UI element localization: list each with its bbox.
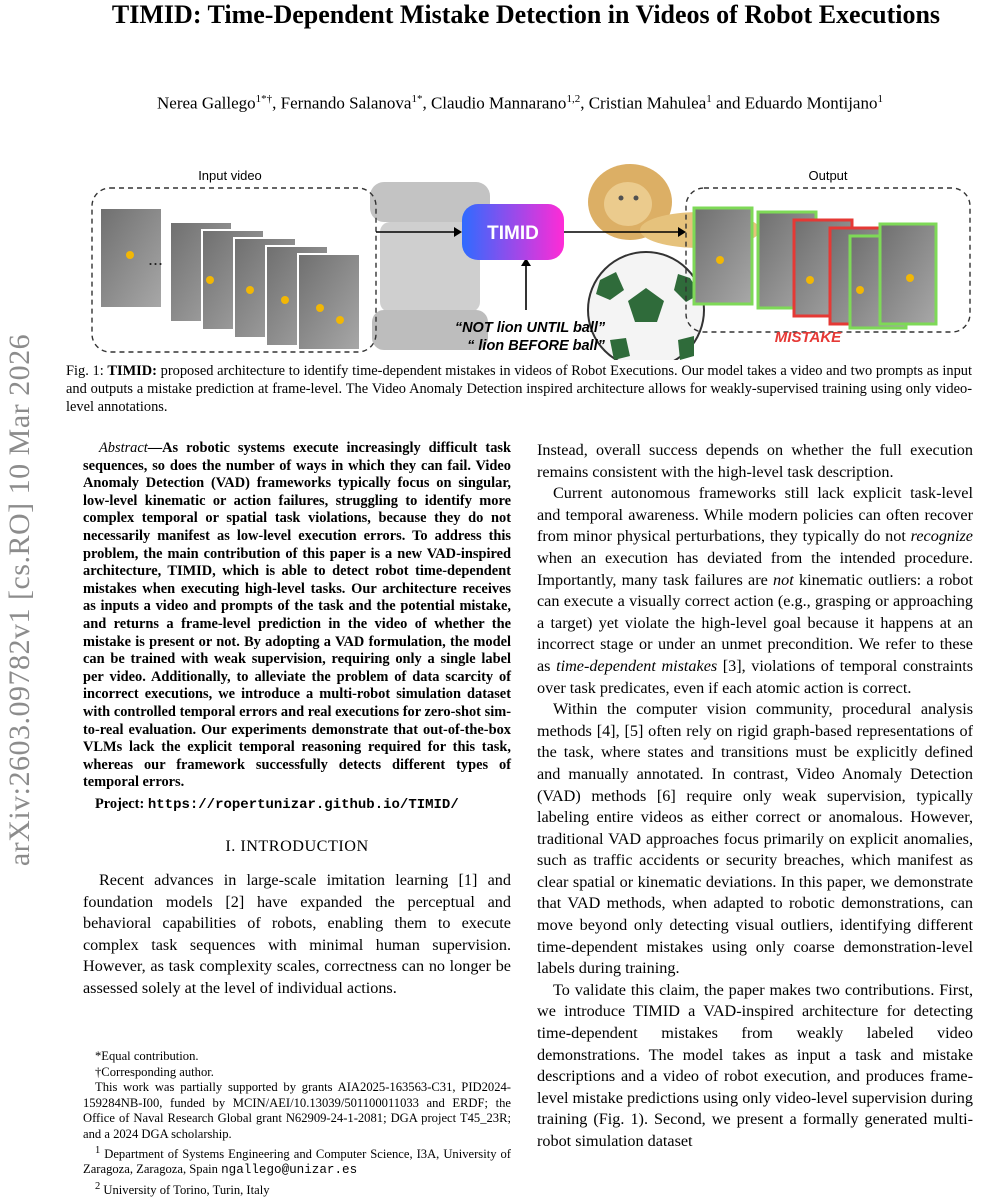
prompt-mistake: “ lion BEFORE ball” (467, 338, 605, 354)
author-list (60, 93, 980, 114)
footnote-corresponding: †Corresponding author. (95, 1064, 214, 1079)
output-frames (694, 208, 936, 328)
project-link-line (83, 794, 511, 817)
author-name: Nerea Gallego (157, 93, 256, 113)
footnote-equal: *Equal contribution. (95, 1049, 199, 1063)
figure-caption (66, 362, 972, 416)
arxiv-identifier: arXiv:2603.09782v1 [cs.RO] 10 Mar 2026 (3, 333, 36, 867)
left-column (83, 440, 511, 1000)
author-name: Claudio Mannarano (430, 93, 567, 113)
frames-ellipsis: ... (148, 249, 164, 269)
author-affiliation-mark: 1 (706, 93, 712, 105)
author-email: ngallego@unizar.es (221, 1163, 358, 1178)
intro-paragraph-3: Within the computer vision community, procedural analysis methods [4], [5] often rely on rigid graph-based representations of the task, where states and transitions must be explicitly defined and manually annotated. In contrast, Video Anomaly Detection (VAD) methods [6] require only weak supervision, typically labeling entire videos as either correct or anomalous. However, traditional VAD approaches focus primarily on explicit anomalies, such as traffic accidents or security breaches, which manifest as clear spatial or kinematic deviations. In this paper, we demonstrate that VAD methods, when adapted to robotic demonstrations, can move beyond only detecting visual outliers, identifying different time-dependent mistakes using only coarse demonstration-level labels during training. (537, 700, 973, 978)
arxiv-sidebar (0, 250, 40, 950)
author-affiliation-mark: 1 (877, 93, 883, 105)
footnote-affiliation-2: $^2$ University of Torino, Turin, Italy (95, 1180, 270, 1198)
timid-model-label: TIMID (487, 223, 539, 244)
input-frames (100, 208, 360, 350)
intro-paragraph-1: Recent advances in large-scale imitation learning [1] and foundation models [2] have expanded the perceptual and behavioral capabilities of robots, enabling them to execute complex task sequences with minimal human supervision. However, as task complexity scales, correctness can no longer be assessed solely at the level of individual actions. (83, 871, 511, 998)
intro-paragraph-1-continued: Instead, overall success depends on whether the full execution remains consistent with the high-level task description. (537, 441, 973, 481)
caption-bold: TIMID: (107, 363, 157, 379)
abstract-dash: — (147, 440, 163, 456)
intro-paragraph-4: To validate this claim, the paper makes two contributions. First, we introduce TIMID a VAD-inspired architecture for detecting time-dependent mistakes from weakly labeled video demonstrations. The model takes as input a task and mistake descriptions and a video of robot execution, and produces frame-level mistake predictions using only video-level supervision during training (Fig. 1). Second, we present a formally generated multi-robot simulation dataset (537, 980, 973, 1150)
author-separator: , (580, 93, 589, 113)
caption-text: proposed architecture to identify time-dependent mistakes in videos of Robot Executions. Our model takes a video and two prompts as input and outputs a mistake prediction at frame-level. The Video Anomaly Detection inspired architecture allows for weakly-supervised training using only video-level annotations. (66, 363, 972, 415)
right-column (537, 440, 973, 1153)
author-name: Cristian Mahulea (588, 93, 707, 113)
author-affiliation-mark: 1* (411, 93, 423, 105)
mistake-label: MISTAKE (774, 329, 842, 346)
abstract-heading: Abstract (99, 440, 148, 456)
author-affiliation-mark: 1,2 (566, 93, 581, 105)
project-label: Project: (95, 795, 148, 812)
footnotes (83, 1049, 511, 1199)
input-video-label: Input video (198, 168, 262, 183)
author-name: Fernando Salanova (280, 93, 412, 113)
author-name: Eduardo Montijano (744, 93, 878, 113)
author-affiliation-mark: 1*† (255, 93, 273, 105)
author-separator: , (422, 93, 431, 113)
author-separator: and (711, 93, 745, 113)
output-label: Output (808, 168, 848, 183)
author-separator: , (272, 93, 281, 113)
paper-title: TIMID: Time-Dependent Mistake Detection in Videos of Robot Executions (111, 0, 941, 29)
abstract (83, 440, 511, 792)
intro-paragraph-2: Current autonomous frameworks still lack explicit task-level and temporal awareness. While modern policies can often recover from minor physical perturbations, they typically do not recognize when an execution has deviated from the intended procedure. Importantly, many task failures are not kinematic outliers: a robot can execute a visually correct action (e.g., grasping or approaching a target) yet violate the high-level goal because it happens at an incorrect stage or under an unmet precondition. We refer to these as time-dependent mistakes [3], violations of temporal constraints over task predicates, even if each atomic action is correct. (537, 484, 974, 697)
caption-label: Fig. 1: (66, 363, 108, 379)
abstract-text: As robotic systems execute increasingly difficult task sequences, so does the number of ways in which they can fail. Video Anomaly Detection (VAD) frameworks typically focus on singular, low-level kinematic or action failures, struggling to identify more complex temporal or spatial task violations, because they do not necessarily manifest as low-level execution errors. To address this problem, the main contribution of this paper is a new VAD-inspired architecture, TIMID, which is able to detect robot time-dependent mistakes when executing high-level tasks. Our architecture receives as inputs a video and prompts of the task and the potential mistake, and returns a frame-level prediction in the video of whether the mistake is present or not. By adopting a VAD formulation, the model can be trained with weak supervision, requiring only a single label per video. Additionally, to alleviate the problem of data scarcity of incorrect executions, we introduce a multi-robot simulation dataset with controlled temporal errors and real executions for zero-shot sim-to-real evaluation. Our experiments demonstrate that out-of-the-box VLMs lack the explicit temporal reasoning required for this task, whereas our framework successfully detects different types of temporal errors. (83, 440, 511, 791)
project-url[interactable]: https://ropertunizar.github.io/TIMID/ (147, 796, 459, 813)
section-heading-introduction: I. INTRODUCTION (225, 837, 369, 856)
footnote-funding: This work was partially supported by grants AIA2025-163563-C31, PID2024-159284NB-I00, funded by MCIN/AEI/10.13039/501100011033 and ERDF; the Office of Naval Research Global grant N62909-24-1-2081; DGA project T45_23R; and a 2024 DGA scholarship. (83, 1080, 511, 1141)
prompt-task: “NOT lion UNTIL ball” (454, 320, 606, 336)
footnote-affiliation-1: $^1$ Department of Systems Engineering and Computer Science, I3A, University of Zaragoza, Zaragoza, Spain ngallego@unizar.es (83, 1144, 511, 1178)
figure-1 (90, 160, 980, 360)
